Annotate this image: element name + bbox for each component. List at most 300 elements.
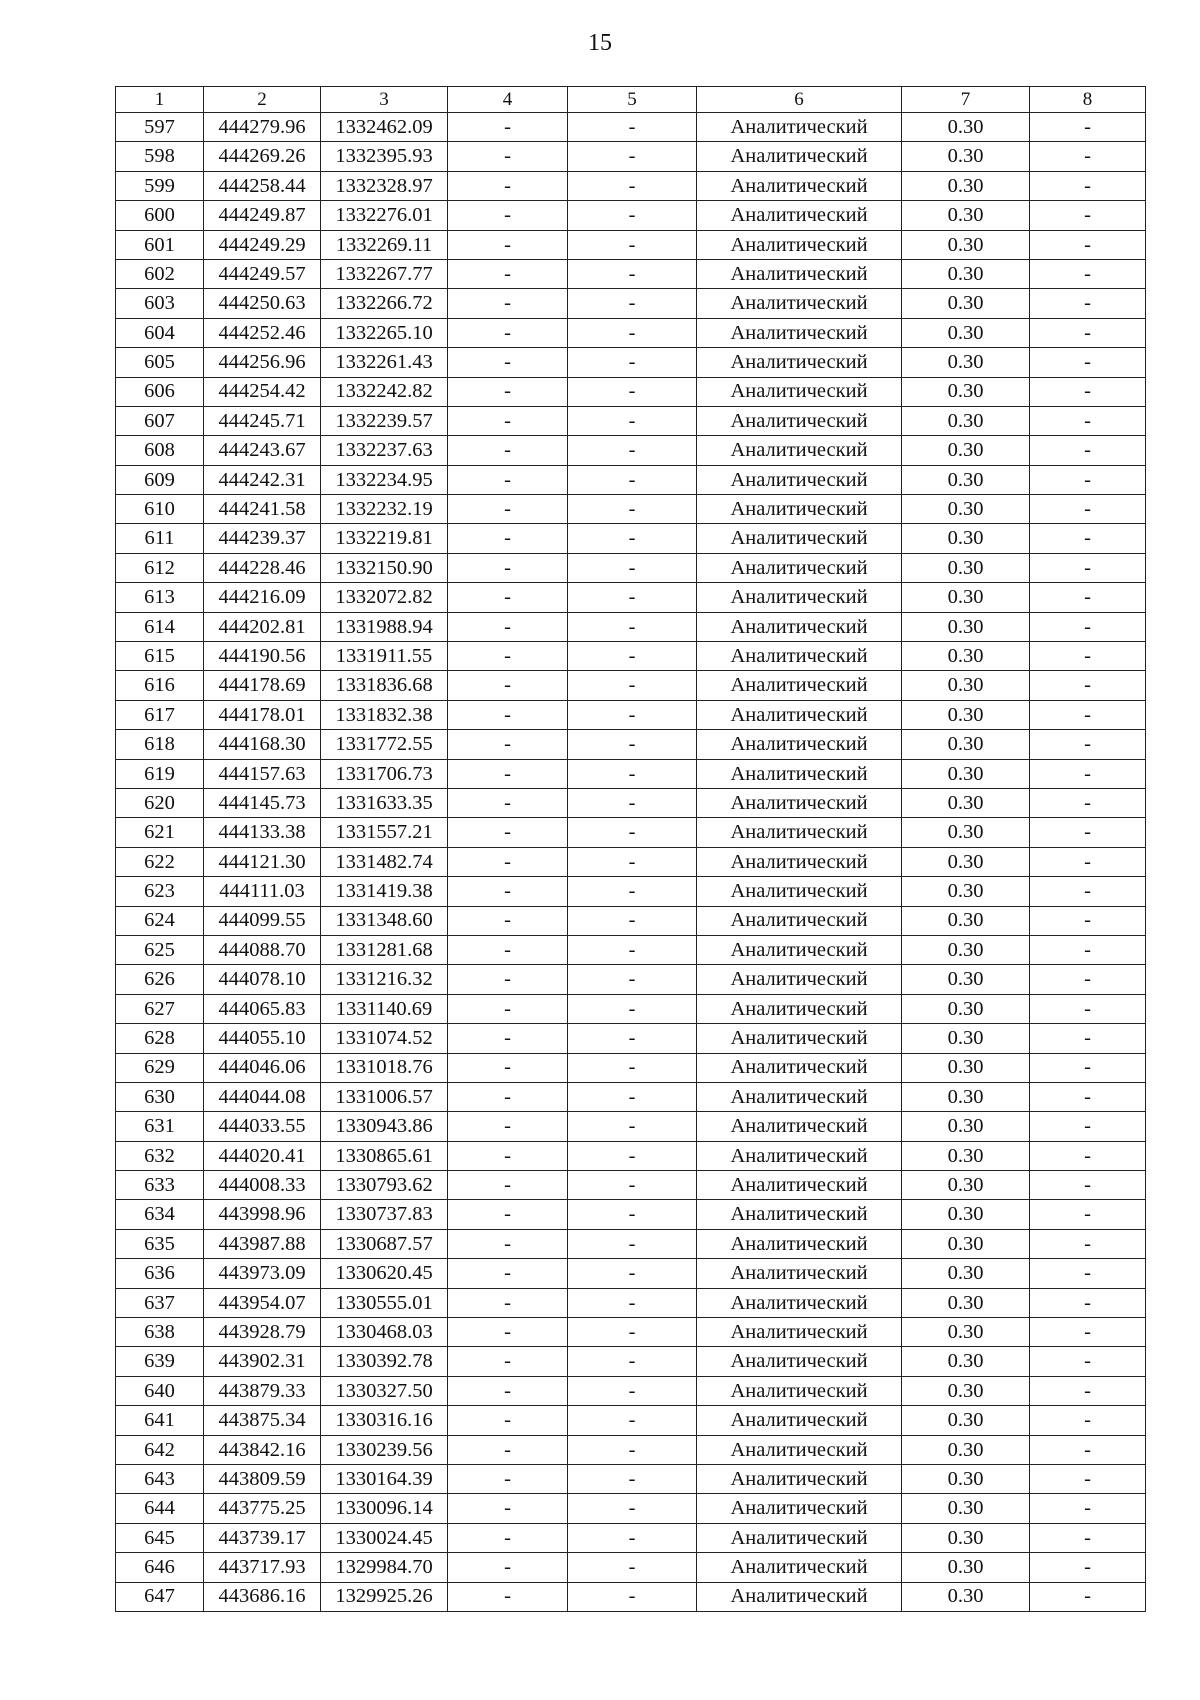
y-coordinate-cell: 1330327.50: [321, 1376, 448, 1405]
table-row: [116, 759, 1146, 788]
col4-cell: -: [448, 1494, 568, 1523]
y-coordinate-cell: 1332237.63: [321, 436, 448, 465]
col4-cell: -: [448, 1053, 568, 1082]
point-number-cell: 618: [116, 730, 204, 759]
col4-cell: -: [448, 730, 568, 759]
col5-cell: -: [568, 1082, 697, 1111]
x-coordinate-cell: 444065.83: [204, 994, 321, 1023]
method-cell: Аналитический: [697, 1523, 902, 1552]
method-cell: Аналитический: [697, 1464, 902, 1493]
y-coordinate-cell: 1331988.94: [321, 612, 448, 641]
method-cell: Аналитический: [697, 524, 902, 553]
x-coordinate-cell: 444249.29: [204, 230, 321, 259]
table-row: [116, 524, 1146, 553]
method-cell: Аналитический: [697, 1082, 902, 1111]
accuracy-cell: 0.30: [902, 1376, 1030, 1405]
method-cell: Аналитический: [697, 259, 902, 288]
col8-cell: -: [1030, 1082, 1146, 1111]
x-coordinate-cell: 444111.03: [204, 877, 321, 906]
method-cell: Аналитический: [697, 612, 902, 641]
col8-cell: -: [1030, 1582, 1146, 1611]
col5-cell: -: [568, 1464, 697, 1493]
col8-cell: -: [1030, 1141, 1146, 1170]
accuracy-cell: 0.30: [902, 377, 1030, 406]
x-coordinate-cell: 443842.16: [204, 1435, 321, 1464]
accuracy-cell: 0.30: [902, 1523, 1030, 1552]
method-cell: Аналитический: [697, 495, 902, 524]
col4-cell: -: [448, 642, 568, 671]
point-number-cell: 610: [116, 495, 204, 524]
col4-cell: -: [448, 201, 568, 230]
table-row: [116, 1406, 1146, 1435]
x-coordinate-cell: 444245.71: [204, 406, 321, 435]
col8-cell: -: [1030, 877, 1146, 906]
col4-cell: -: [448, 318, 568, 347]
table-row: [116, 1582, 1146, 1611]
column-header: 5: [568, 87, 697, 113]
table-row: [116, 259, 1146, 288]
col4-cell: -: [448, 935, 568, 964]
col5-cell: -: [568, 788, 697, 817]
point-number-cell: 641: [116, 1406, 204, 1435]
method-cell: Аналитический: [697, 1376, 902, 1405]
method-cell: Аналитический: [697, 1200, 902, 1229]
y-coordinate-cell: 1332234.95: [321, 465, 448, 494]
col4-cell: -: [448, 1376, 568, 1405]
y-coordinate-cell: 1330687.57: [321, 1229, 448, 1258]
accuracy-cell: 0.30: [902, 965, 1030, 994]
accuracy-cell: 0.30: [902, 788, 1030, 817]
col8-cell: -: [1030, 818, 1146, 847]
col8-cell: -: [1030, 1053, 1146, 1082]
method-cell: Аналитический: [697, 788, 902, 817]
col5-cell: -: [568, 1406, 697, 1435]
col5-cell: -: [568, 1523, 697, 1552]
y-coordinate-cell: 1332265.10: [321, 318, 448, 347]
col8-cell: -: [1030, 759, 1146, 788]
col4-cell: -: [448, 1347, 568, 1376]
col8-cell: -: [1030, 1229, 1146, 1258]
col5-cell: -: [568, 113, 697, 142]
point-number-cell: 599: [116, 171, 204, 200]
col8-cell: -: [1030, 142, 1146, 171]
y-coordinate-cell: 1330793.62: [321, 1171, 448, 1200]
table-row: [116, 1082, 1146, 1111]
col8-cell: -: [1030, 406, 1146, 435]
table-row: [116, 1553, 1146, 1582]
accuracy-cell: 0.30: [902, 436, 1030, 465]
method-cell: Аналитический: [697, 1141, 902, 1170]
col4-cell: -: [448, 1464, 568, 1493]
col8-cell: -: [1030, 612, 1146, 641]
x-coordinate-cell: 444239.37: [204, 524, 321, 553]
accuracy-cell: 0.30: [902, 1494, 1030, 1523]
point-number-cell: 609: [116, 465, 204, 494]
col4-cell: -: [448, 965, 568, 994]
table-row: [116, 436, 1146, 465]
accuracy-cell: 0.30: [902, 318, 1030, 347]
method-cell: Аналитический: [697, 142, 902, 171]
col8-cell: -: [1030, 730, 1146, 759]
col8-cell: -: [1030, 1259, 1146, 1288]
col8-cell: -: [1030, 1553, 1146, 1582]
x-coordinate-cell: 444145.73: [204, 788, 321, 817]
x-coordinate-cell: 443987.88: [204, 1229, 321, 1258]
method-cell: Аналитический: [697, 1259, 902, 1288]
table-row: [116, 1347, 1146, 1376]
table-row: [116, 230, 1146, 259]
column-header: 8: [1030, 87, 1146, 113]
col8-cell: -: [1030, 1200, 1146, 1229]
col5-cell: -: [568, 1582, 697, 1611]
y-coordinate-cell: 1329984.70: [321, 1553, 448, 1582]
x-coordinate-cell: 443717.93: [204, 1553, 321, 1582]
method-cell: Аналитический: [697, 965, 902, 994]
col8-cell: -: [1030, 1112, 1146, 1141]
col4-cell: -: [448, 1024, 568, 1053]
y-coordinate-cell: 1331281.68: [321, 935, 448, 964]
table-row: [116, 1464, 1146, 1493]
method-cell: Аналитический: [697, 1318, 902, 1347]
point-number-cell: 613: [116, 583, 204, 612]
col8-cell: -: [1030, 230, 1146, 259]
table-row: [116, 318, 1146, 347]
table-row: [116, 465, 1146, 494]
col8-cell: -: [1030, 1288, 1146, 1317]
point-number-cell: 617: [116, 700, 204, 729]
col8-cell: -: [1030, 1024, 1146, 1053]
col4-cell: -: [448, 1082, 568, 1111]
y-coordinate-cell: 1329925.26: [321, 1582, 448, 1611]
col8-cell: -: [1030, 906, 1146, 935]
table-row: [116, 906, 1146, 935]
accuracy-cell: 0.30: [902, 994, 1030, 1023]
column-header: 3: [321, 87, 448, 113]
accuracy-cell: 0.30: [902, 1347, 1030, 1376]
col5-cell: -: [568, 906, 697, 935]
col5-cell: -: [568, 1171, 697, 1200]
method-cell: Аналитический: [697, 847, 902, 876]
col8-cell: -: [1030, 495, 1146, 524]
method-cell: Аналитический: [697, 671, 902, 700]
col4-cell: -: [448, 1435, 568, 1464]
y-coordinate-cell: 1332267.77: [321, 259, 448, 288]
method-cell: Аналитический: [697, 906, 902, 935]
col8-cell: -: [1030, 1347, 1146, 1376]
col8-cell: -: [1030, 348, 1146, 377]
point-number-cell: 639: [116, 1347, 204, 1376]
method-cell: Аналитический: [697, 700, 902, 729]
method-cell: Аналитический: [697, 877, 902, 906]
col4-cell: -: [448, 671, 568, 700]
x-coordinate-cell: 444157.63: [204, 759, 321, 788]
col8-cell: -: [1030, 1494, 1146, 1523]
col5-cell: -: [568, 994, 697, 1023]
table-row: [116, 1435, 1146, 1464]
point-number-cell: 634: [116, 1200, 204, 1229]
point-number-cell: 612: [116, 553, 204, 582]
x-coordinate-cell: 444078.10: [204, 965, 321, 994]
x-coordinate-cell: 443739.17: [204, 1523, 321, 1552]
x-coordinate-cell: 444258.44: [204, 171, 321, 200]
table-row: [116, 1112, 1146, 1141]
point-number-cell: 605: [116, 348, 204, 377]
y-coordinate-cell: 1331216.32: [321, 965, 448, 994]
point-number-cell: 606: [116, 377, 204, 406]
table-row: [116, 553, 1146, 582]
point-number-cell: 619: [116, 759, 204, 788]
accuracy-cell: 0.30: [902, 495, 1030, 524]
point-number-cell: 627: [116, 994, 204, 1023]
col5-cell: -: [568, 259, 697, 288]
col4-cell: -: [448, 1141, 568, 1170]
col8-cell: -: [1030, 1171, 1146, 1200]
method-cell: Аналитический: [697, 436, 902, 465]
table-row: [116, 1024, 1146, 1053]
point-number-cell: 611: [116, 524, 204, 553]
method-cell: Аналитический: [697, 406, 902, 435]
method-cell: Аналитический: [697, 113, 902, 142]
point-number-cell: 645: [116, 1523, 204, 1552]
table-header-row: [116, 87, 1146, 113]
accuracy-cell: 0.30: [902, 583, 1030, 612]
col8-cell: -: [1030, 113, 1146, 142]
column-header: 6: [697, 87, 902, 113]
y-coordinate-cell: 1331706.73: [321, 759, 448, 788]
col4-cell: -: [448, 877, 568, 906]
method-cell: Аналитический: [697, 1112, 902, 1141]
col5-cell: -: [568, 1141, 697, 1170]
column-header: 4: [448, 87, 568, 113]
table-row: [116, 671, 1146, 700]
point-number-cell: 643: [116, 1464, 204, 1493]
y-coordinate-cell: 1331482.74: [321, 847, 448, 876]
accuracy-cell: 0.30: [902, 877, 1030, 906]
table-row: [116, 1376, 1146, 1405]
table-row: [116, 877, 1146, 906]
col4-cell: -: [448, 524, 568, 553]
col5-cell: -: [568, 524, 697, 553]
x-coordinate-cell: 444055.10: [204, 1024, 321, 1053]
x-coordinate-cell: 444243.67: [204, 436, 321, 465]
col8-cell: -: [1030, 700, 1146, 729]
table-row: [116, 1229, 1146, 1258]
col5-cell: -: [568, 289, 697, 318]
col5-cell: -: [568, 1494, 697, 1523]
point-number-cell: 637: [116, 1288, 204, 1317]
col4-cell: -: [448, 171, 568, 200]
table-row: [116, 1494, 1146, 1523]
table-row: [116, 289, 1146, 318]
col4-cell: -: [448, 759, 568, 788]
point-number-cell: 647: [116, 1582, 204, 1611]
col5-cell: -: [568, 201, 697, 230]
col4-cell: -: [448, 289, 568, 318]
table-row: [116, 495, 1146, 524]
col4-cell: -: [448, 1553, 568, 1582]
x-coordinate-cell: 444249.57: [204, 259, 321, 288]
accuracy-cell: 0.30: [902, 1082, 1030, 1111]
method-cell: Аналитический: [697, 1406, 902, 1435]
col8-cell: -: [1030, 259, 1146, 288]
col4-cell: -: [448, 377, 568, 406]
point-number-cell: 601: [116, 230, 204, 259]
method-cell: Аналитический: [697, 583, 902, 612]
x-coordinate-cell: 444269.26: [204, 142, 321, 171]
point-number-cell: 622: [116, 847, 204, 876]
accuracy-cell: 0.30: [902, 730, 1030, 759]
y-coordinate-cell: 1330096.14: [321, 1494, 448, 1523]
y-coordinate-cell: 1332269.11: [321, 230, 448, 259]
col5-cell: -: [568, 642, 697, 671]
col5-cell: -: [568, 671, 697, 700]
point-number-cell: 642: [116, 1435, 204, 1464]
accuracy-cell: 0.30: [902, 759, 1030, 788]
col8-cell: -: [1030, 1464, 1146, 1493]
col4-cell: -: [448, 847, 568, 876]
col4-cell: -: [448, 230, 568, 259]
method-cell: Аналитический: [697, 1229, 902, 1258]
col5-cell: -: [568, 877, 697, 906]
table-row: [116, 935, 1146, 964]
accuracy-cell: 0.30: [902, 142, 1030, 171]
x-coordinate-cell: 443954.07: [204, 1288, 321, 1317]
point-number-cell: 597: [116, 113, 204, 142]
column-header: 1: [116, 87, 204, 113]
point-number-cell: 630: [116, 1082, 204, 1111]
col5-cell: -: [568, 1435, 697, 1464]
x-coordinate-cell: 443686.16: [204, 1582, 321, 1611]
point-number-cell: 623: [116, 877, 204, 906]
y-coordinate-cell: 1331018.76: [321, 1053, 448, 1082]
point-number-cell: 631: [116, 1112, 204, 1141]
col8-cell: -: [1030, 436, 1146, 465]
table-row: [116, 730, 1146, 759]
y-coordinate-cell: 1332242.82: [321, 377, 448, 406]
col8-cell: -: [1030, 465, 1146, 494]
col5-cell: -: [568, 553, 697, 582]
method-cell: Аналитический: [697, 1347, 902, 1376]
x-coordinate-cell: 444228.46: [204, 553, 321, 582]
col4-cell: -: [448, 906, 568, 935]
accuracy-cell: 0.30: [902, 1259, 1030, 1288]
col8-cell: -: [1030, 965, 1146, 994]
col8-cell: -: [1030, 935, 1146, 964]
accuracy-cell: 0.30: [902, 1112, 1030, 1141]
x-coordinate-cell: 444046.06: [204, 1053, 321, 1082]
accuracy-cell: 0.30: [902, 700, 1030, 729]
x-coordinate-cell: 444099.55: [204, 906, 321, 935]
method-cell: Аналитический: [697, 1435, 902, 1464]
col4-cell: -: [448, 553, 568, 582]
x-coordinate-cell: 444044.08: [204, 1082, 321, 1111]
col4-cell: -: [448, 1288, 568, 1317]
col5-cell: -: [568, 1112, 697, 1141]
point-number-cell: 600: [116, 201, 204, 230]
point-number-cell: 625: [116, 935, 204, 964]
method-cell: Аналитический: [697, 377, 902, 406]
table-row: [116, 700, 1146, 729]
col5-cell: -: [568, 965, 697, 994]
col5-cell: -: [568, 818, 697, 847]
y-coordinate-cell: 1332276.01: [321, 201, 448, 230]
y-coordinate-cell: 1330737.83: [321, 1200, 448, 1229]
method-cell: Аналитический: [697, 348, 902, 377]
y-coordinate-cell: 1331633.35: [321, 788, 448, 817]
table-row: [116, 1523, 1146, 1552]
table-row: [116, 1200, 1146, 1229]
point-number-cell: 628: [116, 1024, 204, 1053]
x-coordinate-cell: 444250.63: [204, 289, 321, 318]
accuracy-cell: 0.30: [902, 201, 1030, 230]
col5-cell: -: [568, 318, 697, 347]
col5-cell: -: [568, 583, 697, 612]
col5-cell: -: [568, 1024, 697, 1053]
table-row: [116, 965, 1146, 994]
point-number-cell: 603: [116, 289, 204, 318]
point-number-cell: 624: [116, 906, 204, 935]
accuracy-cell: 0.30: [902, 524, 1030, 553]
method-cell: Аналитический: [697, 994, 902, 1023]
table-row: [116, 583, 1146, 612]
y-coordinate-cell: 1332232.19: [321, 495, 448, 524]
col4-cell: -: [448, 465, 568, 494]
col5-cell: -: [568, 1376, 697, 1405]
col5-cell: -: [568, 348, 697, 377]
accuracy-cell: 0.30: [902, 671, 1030, 700]
table-row: [116, 171, 1146, 200]
y-coordinate-cell: 1332219.81: [321, 524, 448, 553]
method-cell: Аналитический: [697, 1288, 902, 1317]
x-coordinate-cell: 443902.31: [204, 1347, 321, 1376]
x-coordinate-cell: 444033.55: [204, 1112, 321, 1141]
method-cell: Аналитический: [697, 1024, 902, 1053]
col4-cell: -: [448, 436, 568, 465]
x-coordinate-cell: 444190.56: [204, 642, 321, 671]
y-coordinate-cell: 1330620.45: [321, 1259, 448, 1288]
point-number-cell: 616: [116, 671, 204, 700]
accuracy-cell: 0.30: [902, 818, 1030, 847]
col4-cell: -: [448, 1200, 568, 1229]
col4-cell: -: [448, 1259, 568, 1288]
accuracy-cell: 0.30: [902, 1229, 1030, 1258]
col8-cell: -: [1030, 1376, 1146, 1405]
accuracy-cell: 0.30: [902, 1318, 1030, 1347]
x-coordinate-cell: 444088.70: [204, 935, 321, 964]
col4-cell: -: [448, 700, 568, 729]
table-row: [116, 1141, 1146, 1170]
col4-cell: -: [448, 495, 568, 524]
y-coordinate-cell: 1332072.82: [321, 583, 448, 612]
point-number-cell: 604: [116, 318, 204, 347]
point-number-cell: 615: [116, 642, 204, 671]
point-number-cell: 632: [116, 1141, 204, 1170]
col5-cell: -: [568, 1200, 697, 1229]
accuracy-cell: 0.30: [902, 406, 1030, 435]
method-cell: Аналитический: [697, 1494, 902, 1523]
y-coordinate-cell: 1332328.97: [321, 171, 448, 200]
accuracy-cell: 0.30: [902, 1406, 1030, 1435]
method-cell: Аналитический: [697, 1053, 902, 1082]
table-row: [116, 1288, 1146, 1317]
accuracy-cell: 0.30: [902, 259, 1030, 288]
accuracy-cell: 0.30: [902, 465, 1030, 494]
table-row: [116, 348, 1146, 377]
accuracy-cell: 0.30: [902, 289, 1030, 318]
col8-cell: -: [1030, 201, 1146, 230]
col5-cell: -: [568, 1229, 697, 1258]
col4-cell: -: [448, 348, 568, 377]
